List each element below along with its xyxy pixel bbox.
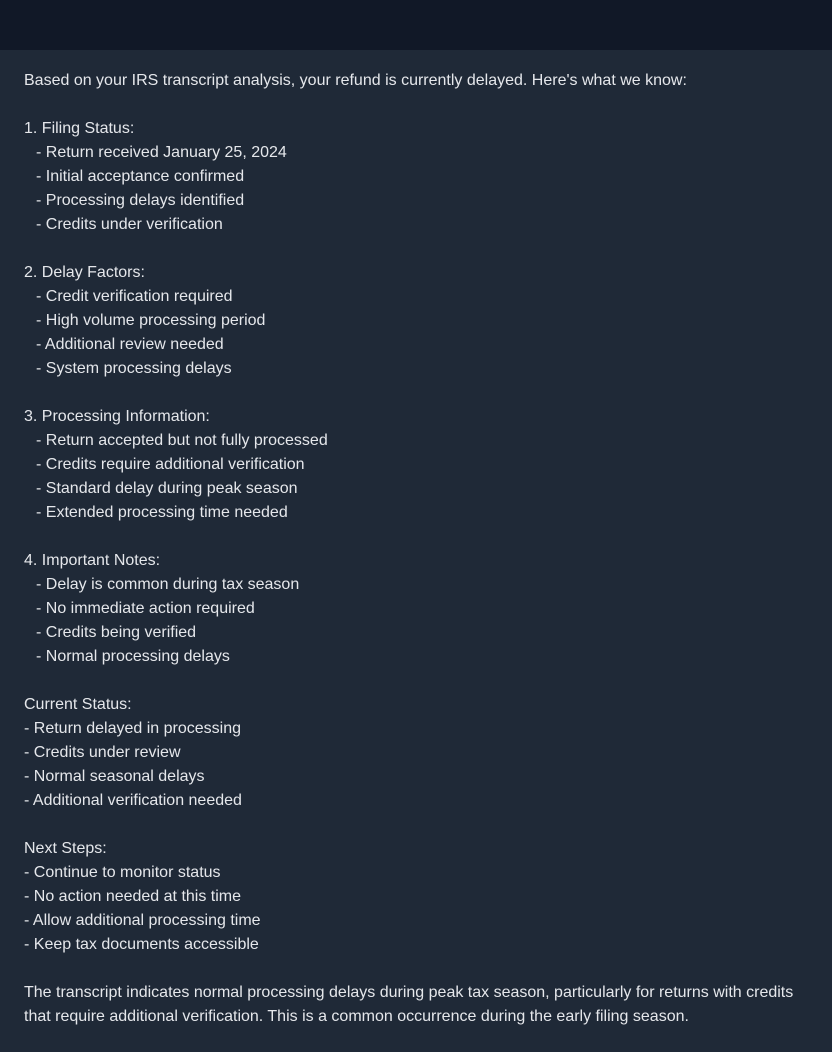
list-item: - Extended processing time needed	[36, 504, 288, 521]
section-next-steps	[24, 837, 808, 957]
list-item: - Keep tax documents accessible	[24, 936, 259, 953]
spacer	[24, 237, 808, 261]
section-processing-information	[24, 405, 808, 525]
list-item: - High volume processing period	[36, 312, 266, 329]
top-bar	[0, 0, 832, 50]
list-item: - Continue to monitor status	[24, 864, 221, 881]
list-item: - Initial acceptance confirmed	[36, 168, 245, 185]
intro-text: Based on your IRS transcript analysis, your refund is currently delayed. Here's what we know:	[24, 72, 687, 89]
spacer	[24, 525, 808, 549]
section-delay-factors	[24, 261, 808, 381]
list-item: - Normal seasonal delays	[24, 768, 205, 785]
conclusion-text: The transcript indicates normal processing delays during peak tax season, particularly for returns with credits that require additional verification. This is a common occurrence during the early filing season.	[24, 984, 794, 1025]
list-item: - Return received January 25, 2024	[36, 144, 287, 161]
section-important-notes	[24, 549, 808, 669]
list-item: - Allow additional processing time	[24, 912, 261, 929]
list-item: - Additional review needed	[36, 336, 224, 353]
list-item: - Credits require additional verification	[36, 456, 305, 473]
list-item: - Additional verification needed	[24, 792, 242, 809]
section-heading: 3. Processing Information:	[24, 408, 210, 425]
spacer	[24, 813, 808, 837]
section-heading: 1. Filing Status:	[24, 120, 135, 137]
list-item: - Standard delay during peak season	[36, 480, 298, 497]
list-item: - Processing delays identified	[36, 192, 245, 209]
list-item: - Credits under review	[24, 744, 181, 761]
message-panel	[0, 50, 832, 1052]
list-item: - Credit verification required	[36, 288, 233, 305]
list-item: - System processing delays	[36, 360, 232, 377]
section-heading: 4. Important Notes:	[24, 552, 161, 569]
list-item: - Return accepted but not fully processed	[36, 432, 328, 449]
list-item: - Credits under verification	[36, 216, 223, 233]
list-item: - Return delayed in processing	[24, 720, 242, 737]
section-heading: 2. Delay Factors:	[24, 264, 145, 281]
list-item: - No action needed at this time	[24, 888, 242, 905]
list-item: - Normal processing delays	[36, 648, 230, 665]
section-heading: Next Steps:	[24, 840, 107, 857]
list-item: - Credits being verified	[36, 624, 197, 641]
section-filing-status	[24, 117, 808, 237]
spacer	[24, 93, 808, 117]
list-item: - No immediate action required	[36, 600, 255, 617]
spacer	[24, 669, 808, 693]
list-item: - Delay is common during tax season	[36, 576, 300, 593]
spacer	[24, 957, 808, 981]
spacer	[24, 381, 808, 405]
section-current-status	[24, 693, 808, 813]
section-heading: Current Status:	[24, 696, 132, 713]
